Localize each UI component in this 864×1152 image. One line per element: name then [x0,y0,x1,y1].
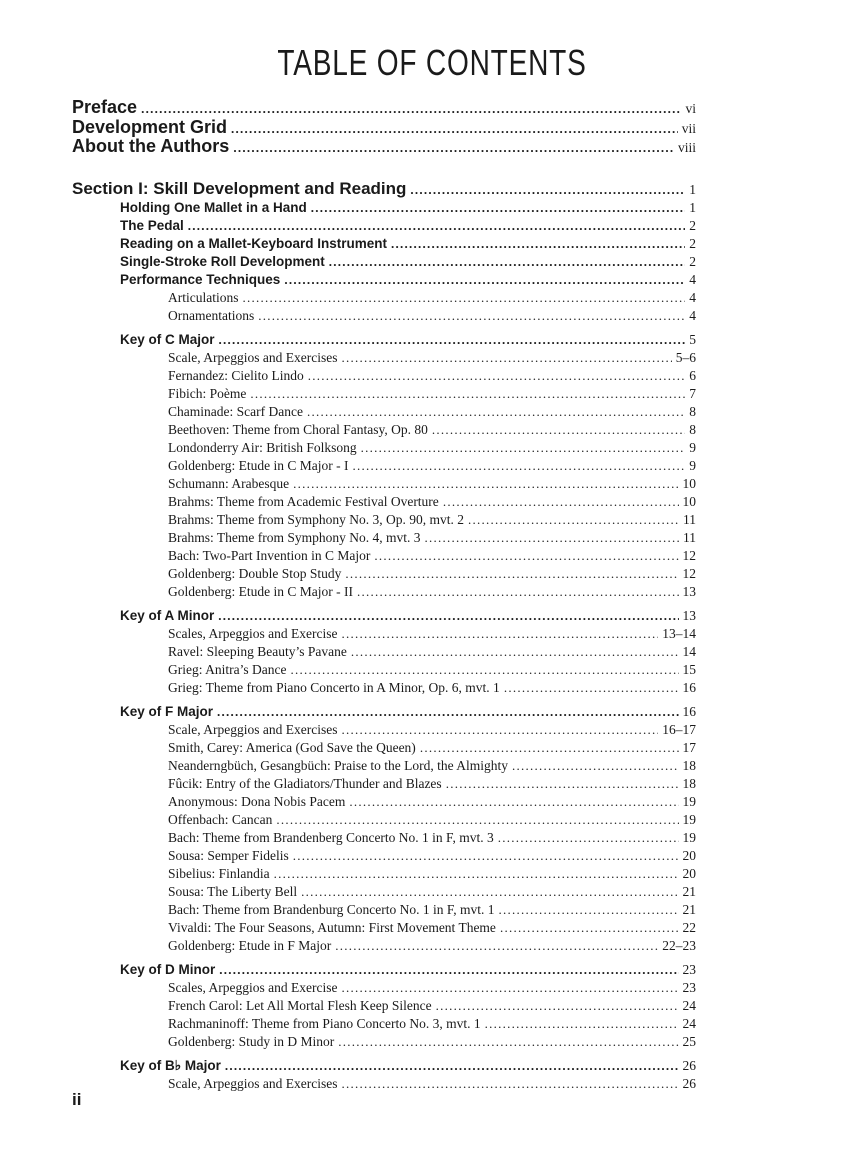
toc-entry-page: 21 [682,883,696,899]
toc-entry [72,997,696,1015]
toc-entry-label: Vivaldi: The Four Seasons, Autumn: First Movement Theme [168,919,496,935]
toc-entry [72,739,696,757]
toc-entry-label: Scale, Arpeggios and Exercises [168,349,338,365]
dot-leader [341,349,671,367]
toc-entry [72,979,696,997]
dot-leader [357,583,679,601]
toc-entry-label: Schumann: Arabesque [168,475,290,491]
dot-leader [233,138,674,157]
toc-entry-label: Smith, Carey: America (God Save the Queen) [168,739,416,755]
toc-entry-label: Londonderry Air: British Folksong [168,439,357,455]
toc-entry-label: Key of D Minor [120,961,216,977]
toc-entry-label: The Pedal [120,217,184,233]
toc-entry-page: 5 [689,331,696,347]
toc-entry-label: Single-Stroke Roll Development [120,253,325,269]
dot-leader [485,1015,679,1033]
toc-entry-label: Key of F Major [120,703,214,719]
toc-entry-page: 22–23 [662,937,696,953]
toc-entry [72,757,696,775]
toc-entry-page: 19 [682,793,696,809]
toc-entry [72,179,696,199]
dot-leader [352,457,685,475]
dot-leader [391,235,685,253]
toc-entry [72,811,696,829]
toc-entry-page: 4 [689,289,696,305]
toc-entry-label: Section I: Skill Development and Reading [72,178,407,198]
dot-leader [308,367,686,385]
toc-entry-label: Scales, Arpeggios and Exercise [168,625,338,641]
toc-entry-label: Scales, Arpeggios and Exercise [168,979,338,995]
toc-entry-label: Grieg: Theme from Piano Concerto in A Minor, Op. 6, mvt. 1 [168,679,500,695]
dot-leader [436,997,679,1015]
toc-entry [72,1057,696,1075]
dot-leader [338,1033,678,1051]
toc-list [72,98,696,1093]
toc-entry [72,793,696,811]
toc-entry-page: viii [677,140,696,155]
toc-entry-page: 9 [689,457,696,473]
toc-entry [72,493,696,511]
toc-entry-label: Brahms: Theme from Symphony No. 3, Op. 90, mvt. 2 [168,511,464,527]
toc-entry [72,583,696,601]
toc-entry [72,679,696,697]
toc-entry-page: 24 [682,1015,696,1031]
toc-entry-label: Goldenberg: Study in D Minor [168,1033,335,1049]
toc-entry-page: 20 [682,847,696,863]
toc-entry [72,367,696,385]
toc-entry-label: Bach: Two-Part Invention in C Major [168,547,371,563]
toc-entry-label: Performance Techniques [120,271,281,287]
toc-entry [72,625,696,643]
toc-entry [72,118,696,138]
toc-entry-label: About the Authors [72,137,230,156]
toc-entry-page: 16 [682,679,696,695]
toc-entry-label: Sousa: Semper Fidelis [168,847,289,863]
toc-entry-label: Scale, Arpeggios and Exercises [168,1075,338,1091]
toc-entry-label: Goldenberg: Etude in C Major - I [168,457,349,473]
toc-entry-label: Offenbach: Cancan [168,811,273,827]
toc-entry-label: French Carol: Let All Mortal Flesh Keep Silence [168,997,432,1013]
dot-leader [301,883,678,901]
dot-leader [311,199,685,217]
toc-entry-page: 9 [689,439,696,455]
dot-leader [420,739,679,757]
dot-leader [329,253,685,271]
toc-entry [72,919,696,937]
toc-entry-label: Ravel: Sleeping Beauty’s Pavane [168,643,347,659]
toc-entry-label: Preface [72,98,138,117]
page-folio: ii [72,1090,82,1109]
toc-entry-label: Fernandez: Cielito Lindo [168,367,304,383]
toc-entry-label: Goldenberg: Etude in F Major [168,937,332,953]
toc-entry-page: 2 [689,253,696,269]
toc-entry [72,439,696,457]
toc-entry [72,403,696,421]
toc-entry [72,199,696,217]
toc-entry-label: Key of A Minor [120,607,215,623]
toc-entry [72,775,696,793]
toc-entry-page: 7 [689,385,696,401]
toc-entry-label: Sousa: The Liberty Bell [168,883,298,899]
dot-leader [219,961,678,979]
toc-entry-page: 6 [689,367,696,383]
toc-entry [72,901,696,919]
toc-entry-label: Reading on a Mallet-Keyboard Instrument [120,235,388,251]
toc-entry-label: Anonymous: Dona Nobis Pacem [168,793,346,809]
dot-leader [276,811,678,829]
toc-entry-page: 1 [689,199,696,215]
toc-entry-label: Development Grid [72,117,228,137]
toc-entry-page: 13 [682,607,696,623]
toc-entry-page: vi [685,101,696,116]
toc-entry-label: Ornamentations [168,307,255,323]
toc-entry-page: 13–14 [662,625,696,641]
toc-entry-page: 16 [682,703,696,719]
dot-leader [351,643,679,661]
toc-entry [72,217,696,235]
toc-entry-page: 10 [682,475,696,491]
toc-entry-label: Neanderngbüch, Gesangbüch: Praise to the Lord, the Almighty [168,757,509,773]
dot-leader [443,493,679,511]
dot-leader [468,511,679,529]
toc-entry-page: 8 [689,421,696,437]
toc-entry-page: 22 [682,919,696,935]
toc-entry [72,547,696,565]
toc-entry [72,1033,696,1051]
dot-leader [410,180,685,199]
toc-entry [72,98,696,118]
toc-entry-label: Fibich: Poème [168,385,247,401]
dot-leader [217,703,678,721]
dot-leader [446,775,679,793]
toc-entry [72,235,696,253]
dot-leader [274,865,679,883]
dot-leader [504,679,679,697]
toc-entry-label: Brahms: Theme from Symphony No. 4, mvt. 3 [168,529,421,545]
dot-leader [293,475,678,493]
toc-entry [72,385,696,403]
toc-entry [72,511,696,529]
toc-entry [72,937,696,955]
dot-leader [307,403,685,421]
toc-entry-page: 20 [682,865,696,881]
toc-entry-label: Brahms: Theme from Academic Festival Overture [168,493,439,509]
dot-leader [425,529,680,547]
dot-leader [225,1057,679,1075]
toc-entry-label: Goldenberg: Double Stop Study [168,565,342,581]
toc-entry-page: 5–6 [675,349,696,365]
toc-entry-label: Holding One Mallet in a Hand [120,199,307,215]
dot-leader [258,307,685,325]
toc-entry-label: Key of C Major [120,331,215,347]
dot-leader [290,661,678,679]
toc-entry-page: 19 [682,811,696,827]
toc-entry-page: 16–17 [662,721,696,737]
toc-entry-label: Goldenberg: Etude in C Major - II [168,583,353,599]
dot-leader [219,331,686,349]
toc-entry [72,883,696,901]
toc-entry-page: 26 [682,1075,696,1091]
toc-entry-page: 18 [682,757,696,773]
toc-entry-page: 14 [682,643,696,659]
toc-entry-page: 24 [682,997,696,1013]
toc-entry-page: 12 [682,565,696,581]
toc-entry-page: 1 [689,181,696,197]
dot-leader [231,119,678,138]
toc-entry [72,529,696,547]
dot-leader [335,937,658,955]
toc-entry [72,1015,696,1033]
toc-entry-page: 10 [682,493,696,509]
toc-entry [72,643,696,661]
toc-entry [72,1075,696,1093]
toc-entry [72,457,696,475]
toc-entry-page: 26 [682,1057,696,1073]
toc-entry-page: 11 [683,529,696,545]
toc-entry-label: Bach: Theme from Brandenburg Concerto No. 1 in F, mvt. 1 [168,901,495,917]
toc-entry [72,661,696,679]
toc-entry [72,865,696,883]
toc-entry-page: 15 [682,661,696,677]
toc-entry-page: 12 [682,547,696,563]
page-title: TABLE OF CONTENTS [277,42,587,83]
toc-entry [72,847,696,865]
toc-entry-page: 4 [689,307,696,323]
toc-entry [72,349,696,367]
toc-entry-page: 19 [682,829,696,845]
toc-entry-label: Chaminade: Scarf Dance [168,403,303,419]
toc-entry [72,703,696,721]
toc-entry-page: 4 [689,271,696,287]
dot-leader [498,829,679,847]
dot-leader [293,847,679,865]
toc-entry-page: 17 [682,739,696,755]
dot-leader [341,721,658,739]
dot-leader [188,217,685,235]
toc-entry [72,721,696,739]
dot-leader [512,757,678,775]
toc-entry [72,137,696,157]
toc-entry-label: Rachmaninoff: Theme from Piano Concerto No. 3, mvt. 1 [168,1015,481,1031]
toc-entry [72,565,696,583]
toc-entry-label: Scale, Arpeggios and Exercises [168,721,338,737]
toc-entry [72,331,696,349]
toc-entry-page: vii [681,120,696,136]
toc-entry-label: Fûcik: Entry of the Gladiators/Thunder and Blazes [168,775,442,791]
toc-entry-page: 23 [682,979,696,995]
toc-entry-page: 2 [689,217,696,233]
dot-leader [341,625,658,643]
toc-entry [72,307,696,325]
toc-entry-label: Beethoven: Theme from Choral Fantasy, Op. 80 [168,421,428,437]
toc-entry [72,475,696,493]
dot-leader [341,979,678,997]
toc-entry-page: 18 [682,775,696,791]
dot-leader [374,547,678,565]
dot-leader [250,385,685,403]
toc-entry-page: 25 [682,1033,696,1049]
dot-leader [432,421,685,439]
toc-entry-page: 21 [682,901,696,917]
toc-entry [72,607,696,625]
toc-entry-label: Bach: Theme from Brandenberg Concerto No. 1 in F, mvt. 3 [168,829,494,845]
toc-entry-page: 13 [682,583,696,599]
dot-leader [349,793,678,811]
dot-leader [218,607,678,625]
toc-entry-page: 11 [683,511,696,527]
toc-entry-page: 8 [689,403,696,419]
toc-entry-label: Sibelius: Finlandia [168,865,270,881]
dot-leader [243,289,686,307]
toc-entry [72,271,696,289]
toc-entry [72,961,696,979]
dot-leader [141,99,681,118]
dot-leader [345,565,678,583]
dot-leader [499,901,679,919]
dot-leader [500,919,679,937]
toc-entry-page: 23 [682,961,696,977]
toc-entry-label: Articulations [168,289,239,305]
toc-entry [72,421,696,439]
dot-leader [361,439,686,457]
dot-leader [341,1075,678,1093]
toc-entry-label: Grieg: Anitra’s Dance [168,661,287,677]
dot-leader [284,271,685,289]
toc-entry [72,289,696,307]
toc-entry-page: 2 [689,235,696,251]
toc-entry-label: Key of B♭ Major [120,1057,221,1073]
toc-entry [72,253,696,271]
toc-entry [72,829,696,847]
